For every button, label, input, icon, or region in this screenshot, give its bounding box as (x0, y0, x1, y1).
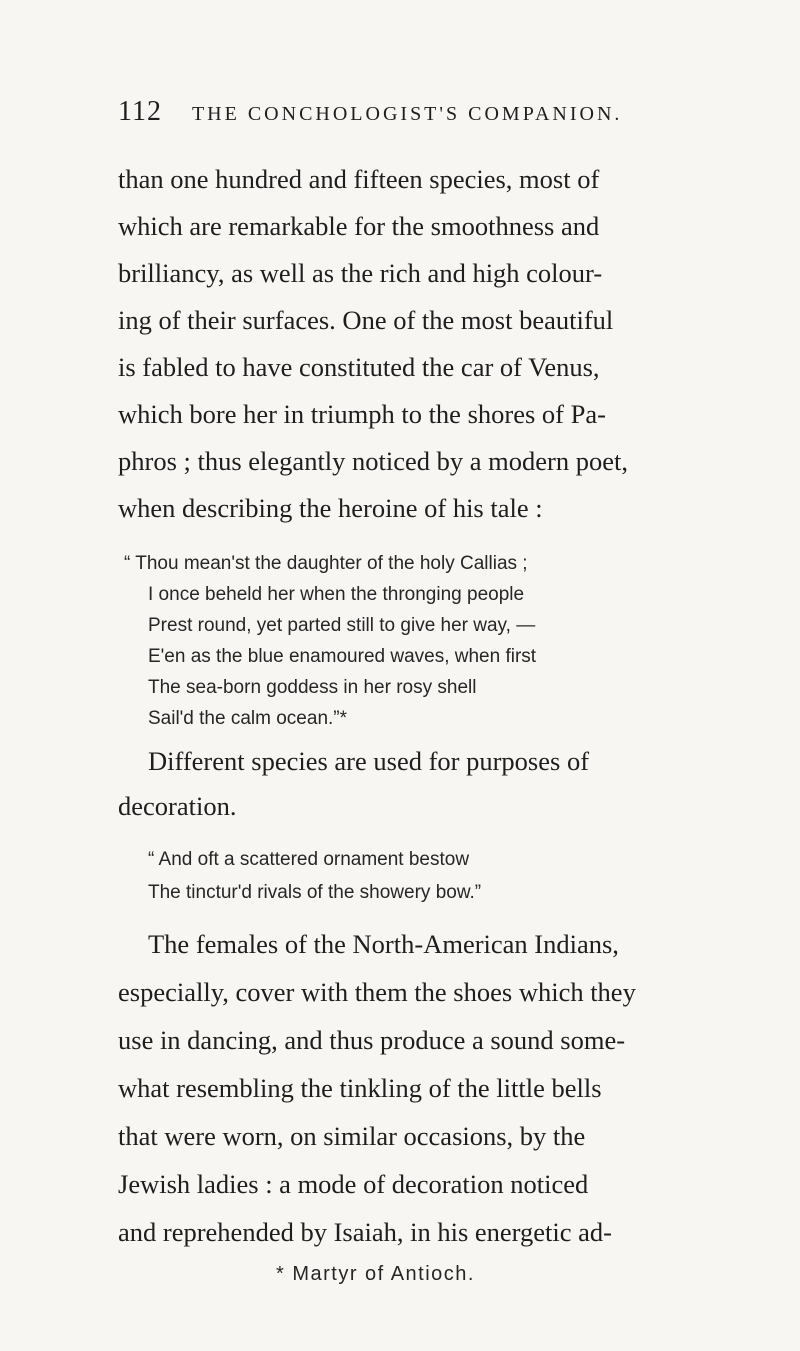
quote-line: “ And oft a scattered ornament bestow (148, 849, 470, 870)
paragraph-line: use in dancing, and thus produce a sound some- (118, 1025, 626, 1055)
quote-line: Sail'd the calm ocean.”* (148, 708, 348, 729)
paragraph-line: Different species are used for purposes of (148, 746, 590, 776)
paragraph-line: when describing the heroine of his tale : (118, 493, 543, 523)
paragraph-line: Jewish ladies : a mode of decoration noticed (118, 1169, 589, 1199)
paragraph-line: than one hundred and fifteen species, most of (118, 164, 600, 194)
footnote: * Martyr of Antioch. (276, 1263, 475, 1285)
paragraph-line: brilliancy, as well as the rich and high colour- (118, 258, 603, 288)
quote-line: Prest round, yet parted still to give her way, — (148, 615, 536, 636)
paragraph-line: ing of their surfaces. One of the most beautiful (118, 305, 614, 335)
paragraph-line: The females of the North-American Indians, (148, 929, 619, 959)
quote-line: The tinctur'd rivals of the showery bow.” (148, 882, 482, 903)
page-number: 112 (118, 96, 162, 127)
paragraph-line: especially, cover with them the shoes which they (118, 977, 636, 1007)
paragraph-line: and reprehended by Isaiah, in his energetic ad- (118, 1217, 612, 1247)
paragraph-line: is fabled to have constituted the car of Venus, (118, 352, 600, 382)
quote-line: “ Thou mean'st the daughter of the holy Callias ; (124, 553, 528, 574)
quote-line: The sea-born goddess in her rosy shell (148, 677, 477, 698)
page-header (118, 96, 738, 136)
paragraph-line: decoration. (118, 791, 237, 821)
running-title: THE CONCHOLOGIST'S COMPANION. (191, 103, 623, 125)
quote-line: I once beheld her when the thronging people (148, 584, 525, 605)
paragraph-line: phros ; thus elegantly noticed by a modern poet, (118, 446, 629, 476)
quote-line: E'en as the blue enamoured waves, when first (148, 646, 537, 667)
paragraph-line: which are remarkable for the smoothness and (118, 211, 600, 241)
paragraph-line: which bore her in triumph to the shores of Pa- (118, 399, 606, 429)
paragraph-line: what resembling the tinkling of the little bells (118, 1073, 602, 1103)
paragraph-line: that were worn, on similar occasions, by the (118, 1121, 586, 1151)
